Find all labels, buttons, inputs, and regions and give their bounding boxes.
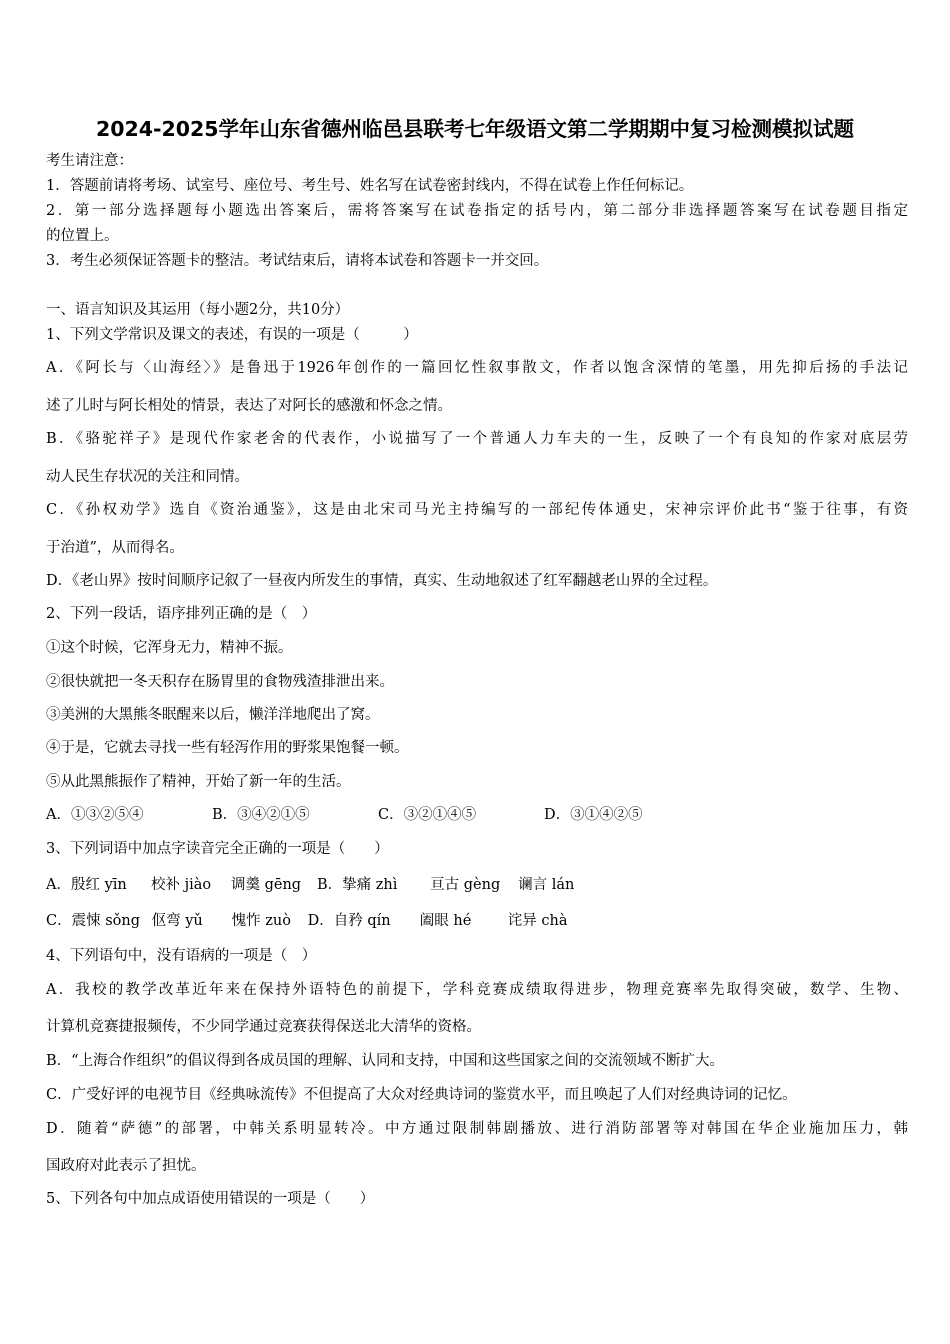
q3-d-word-2: 阖眼 hé — [419, 913, 472, 929]
q2-sentence-3: ③美洲的大黑熊冬眠醒来以后，懒洋洋地爬出了窝。 — [46, 707, 380, 723]
q3-b-word-2: 亘古 gèng — [430, 877, 501, 893]
q4-option-a-line2: 计算机竞赛捷报频传，不少同学通过竞赛获得保送北大清华的资格。 — [46, 1019, 481, 1035]
q3-a-word-2: 校补 jiào — [150, 877, 212, 893]
q4-stem: 4、下列语句中，没有语病的一项是（ ） — [46, 948, 317, 964]
q3-b-word-1: 挚痛 zhì — [342, 877, 398, 893]
q3-d-word-3: 诧异 chà — [507, 913, 568, 929]
q3-stem: 3、下列词语中加点字读音完全正确的一项是（ ） — [46, 841, 389, 857]
q2-sentence-2: ②很快就把一冬天积存在肠胃里的食物残渣排泄出来。 — [46, 674, 394, 690]
q2-sentence-1: ①这个时候，它浑身无力，精神不振。 — [46, 640, 293, 656]
q3-c-word-3: 愧怍 zuò — [231, 913, 291, 929]
q1-option-a-line1: A．《阿长与〈山海经〉》是鲁迅于1926年创作的一篇回忆性叙事散文，作者以饱含深情的笔墨，用先抑后扬的手法记 — [46, 360, 908, 376]
q3-label-b: B． — [316, 877, 343, 893]
q2-option-d: D．③①④②⑤ — [544, 807, 643, 823]
q2-option-c: C．③②①④⑤ — [378, 807, 477, 823]
notice-heading: 考生请注意： — [46, 153, 133, 169]
q1-option-d: D．《老山界》按时间顺序记叙了一昼夜内所发生的事情，真实、生动地叙述了红军翻越老山界的全过程。 — [46, 573, 718, 589]
q3-label-d: D． — [307, 913, 334, 929]
q4-option-d-line1: D．随着“萨德”的部署，中韩关系明显转冷。中方通过限制韩剧播放、进行消防部署等对韩国在华企业施加压力，韩 — [46, 1121, 908, 1137]
q4-option-d-line2: 国政府对此表示了担忧。 — [46, 1158, 206, 1174]
q1-option-b-line1: B．《骆驼祥子》是现代作家老舍的代表作，小说描写了一个普通人力车夫的一生，反映了一个有良知的作家对底层劳 — [46, 431, 908, 447]
q2-sentence-5: ⑤从此黑熊振作了精神，开始了新一年的生活。 — [46, 774, 351, 790]
q2-option-b: B．③④②①⑤ — [212, 807, 310, 823]
q1-option-c-line2: 于治道”，从而得名。 — [46, 540, 184, 556]
notice-item-2-cont: 的位置上。 — [46, 228, 119, 244]
q3-c-word-1: 震悚 sǒng — [71, 913, 141, 929]
q2-options — [46, 806, 908, 824]
notice-item-2: 2．第一部分选择题每小题选出答案后，需将答案写在试卷指定的括号内，第二部分非选择题答案写在试卷题目指定 — [46, 203, 908, 219]
q3-row-2 — [46, 912, 908, 930]
notice-item-3: 3．考生必须保证答题卡的整洁。考试结束后，请将本试卷和答题卡一并交回。 — [46, 253, 549, 269]
q4-option-c: C．广受好评的电视节目《经典咏流传》不但提高了大众对经典诗词的鉴赏水平，而且唤起了人们对经典诗词的记忆。 — [46, 1087, 797, 1103]
q2-option-a: A．①③②⑤④ — [46, 807, 144, 823]
notice-item-1: 1．答题前请将考场、试室号、座位号、考生号、姓名写在试卷密封线内，不得在试卷上作任何标记。 — [46, 178, 694, 194]
q1-option-b-line2: 动人民生存状况的关注和同情。 — [46, 469, 249, 485]
q4-option-b: B．“上海合作组织”的倡议得到各成员国的理解、认同和支持，中国和这些国家之间的交流领域不断扩大。 — [46, 1053, 724, 1069]
q3-b-word-3: 谰言 lán — [518, 877, 575, 893]
q3-label-c: C． — [46, 913, 72, 929]
q3-d-word-1: 自矜 qín — [333, 913, 391, 929]
q3-label-a: A． — [46, 877, 71, 893]
section-heading: 一、语言知识及其运用（每小题2分，共10分） — [46, 302, 350, 318]
exam-title: 2024-2025学年山东省德州临邑县联考七年级语文第二学期期中复习检测模拟试题 — [95, 117, 855, 141]
q2-stem: 2、下列一段话，语序排列正确的是（ ） — [46, 606, 317, 622]
q4-option-a-line1: A．我校的教学改革近年来在保持外语特色的前提下，学科竞赛成绩取得进步，物理竞赛率先取得突破，数学、生物、 — [46, 982, 908, 998]
q3-row-1 — [46, 876, 908, 894]
q3-a-word-1: 殷红 yīn — [70, 877, 127, 893]
q1-option-c-line1: C．《孙权劝学》选自《资治通鉴》，这是由北宋司马光主持编写的一部纪传体通史，宋神宗评价此书“鉴于往事，有资 — [46, 502, 908, 518]
q1-option-a-line2: 述了儿时与阿长相处的情景，表达了对阿长的感激和怀念之情。 — [46, 398, 452, 414]
q3-c-word-2: 伛弯 yǔ — [151, 913, 203, 929]
q3-a-word-3: 调羹 gēng — [230, 877, 302, 893]
q5-stem: 5、下列各句中加点成语使用错误的一项是（ ） — [46, 1191, 375, 1207]
q2-sentence-4: ④于是，它就去寻找一些有轻泻作用的野浆果饱餐一顿。 — [46, 740, 409, 756]
q1-stem: 1、下列文学常识及课文的表述，有误的一项是（ ） — [46, 327, 418, 343]
